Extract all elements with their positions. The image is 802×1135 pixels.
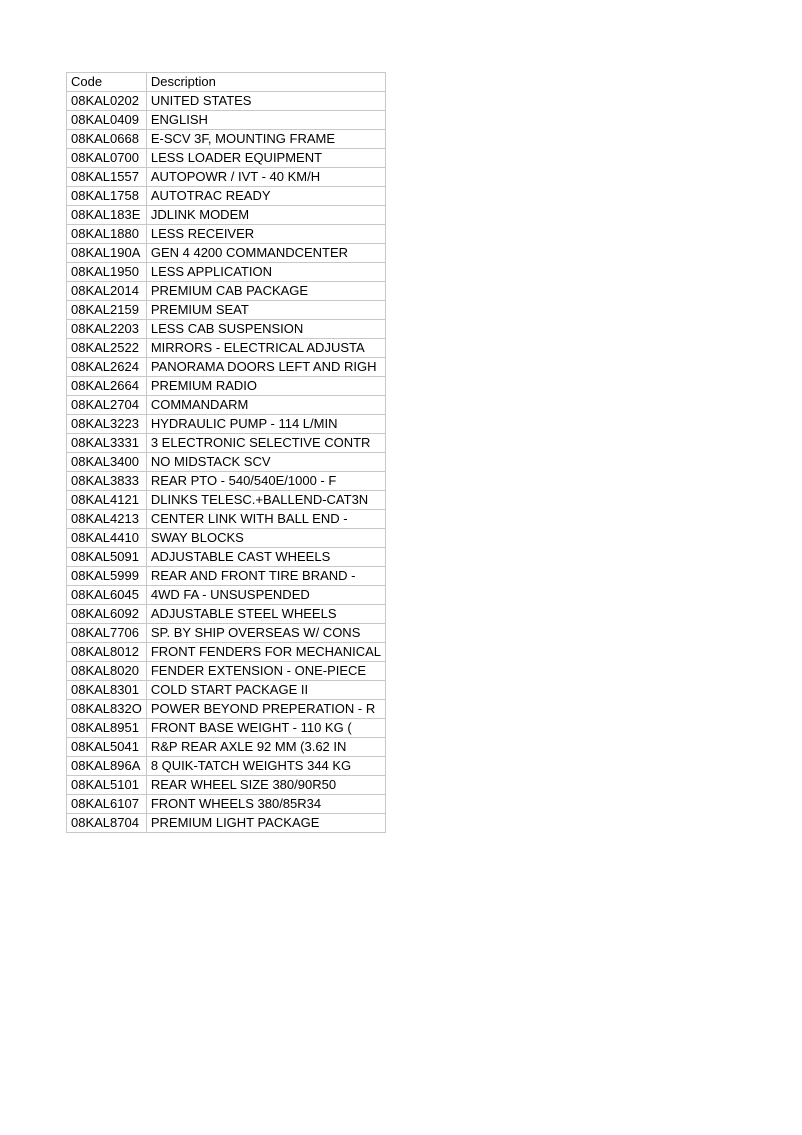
table-row	[67, 662, 386, 681]
description-cell: AUTOTRAC READY	[146, 187, 385, 206]
table-body	[67, 92, 386, 833]
description-cell: MIRRORS - ELECTRICAL ADJUSTA	[146, 339, 385, 358]
code-cell: 08KAL1880	[67, 225, 147, 244]
description-cell: FRONT WHEELS 380/85R34	[146, 795, 385, 814]
description-cell: 4WD FA - UNSUSPENDED	[146, 586, 385, 605]
table-row	[67, 358, 386, 377]
code-cell: 08KAL3223	[67, 415, 147, 434]
code-cell: 08KAL4213	[67, 510, 147, 529]
code-cell: 08KAL183E	[67, 206, 147, 225]
table-row	[67, 681, 386, 700]
code-cell: 08KAL2159	[67, 301, 147, 320]
table-row	[67, 776, 386, 795]
description-cell: REAR PTO - 540/540E/1000 - F	[146, 472, 385, 491]
description-cell: PREMIUM LIGHT PACKAGE	[146, 814, 385, 833]
code-cell: 08KAL8301	[67, 681, 147, 700]
code-cell: 08KAL1758	[67, 187, 147, 206]
table-row	[67, 282, 386, 301]
code-cell: 08KAL0700	[67, 149, 147, 168]
table-row	[67, 130, 386, 149]
code-cell: 08KAL2014	[67, 282, 147, 301]
table-row	[67, 396, 386, 415]
table-row	[67, 491, 386, 510]
code-cell: 08KAL0202	[67, 92, 147, 111]
code-cell: 08KAL5999	[67, 567, 147, 586]
table-row	[67, 320, 386, 339]
table-row	[67, 434, 386, 453]
table-row	[67, 92, 386, 111]
description-cell: COMMANDARM	[146, 396, 385, 415]
code-cell: 08KAL3833	[67, 472, 147, 491]
code-cell: 08KAL832O	[67, 700, 147, 719]
table-row	[67, 149, 386, 168]
description-cell: LESS RECEIVER	[146, 225, 385, 244]
description-cell: AUTOPOWR / IVT - 40 KM/H	[146, 168, 385, 187]
code-cell: 08KAL6045	[67, 586, 147, 605]
table-row	[67, 643, 386, 662]
table-row	[67, 510, 386, 529]
code-cell: 08KAL6107	[67, 795, 147, 814]
table-row	[67, 529, 386, 548]
code-cell: 08KAL8012	[67, 643, 147, 662]
description-cell: COLD START PACKAGE II	[146, 681, 385, 700]
code-cell: 08KAL2704	[67, 396, 147, 415]
code-description-table	[66, 72, 386, 833]
table-row	[67, 719, 386, 738]
table-row	[67, 206, 386, 225]
table-row	[67, 814, 386, 833]
description-cell: CENTER LINK WITH BALL END -	[146, 510, 385, 529]
description-cell: PREMIUM RADIO	[146, 377, 385, 396]
table-row	[67, 415, 386, 434]
description-cell: ADJUSTABLE CAST WHEELS	[146, 548, 385, 567]
description-cell: LESS LOADER EQUIPMENT	[146, 149, 385, 168]
description-cell: SWAY BLOCKS	[146, 529, 385, 548]
code-cell: 08KAL8951	[67, 719, 147, 738]
column-header-description: Description	[146, 73, 385, 92]
table-row	[67, 624, 386, 643]
description-cell: PANORAMA DOORS LEFT AND RIGH	[146, 358, 385, 377]
description-cell: PREMIUM SEAT	[146, 301, 385, 320]
description-cell: POWER BEYOND PREPERATION - R	[146, 700, 385, 719]
description-cell: REAR WHEEL SIZE 380/90R50	[146, 776, 385, 795]
code-cell: 08KAL0668	[67, 130, 147, 149]
table-row	[67, 168, 386, 187]
description-cell: ENGLISH	[146, 111, 385, 130]
table-header-row	[67, 73, 386, 92]
code-cell: 08KAL0409	[67, 111, 147, 130]
table-row	[67, 700, 386, 719]
description-cell: UNITED STATES	[146, 92, 385, 111]
description-cell: REAR AND FRONT TIRE BRAND -	[146, 567, 385, 586]
table-row	[67, 187, 386, 206]
code-cell: 08KAL2203	[67, 320, 147, 339]
code-cell: 08KAL5101	[67, 776, 147, 795]
table-row	[67, 567, 386, 586]
description-cell: GEN 4 4200 COMMANDCENTER	[146, 244, 385, 263]
description-cell: LESS CAB SUSPENSION	[146, 320, 385, 339]
table-row	[67, 795, 386, 814]
table-row	[67, 111, 386, 130]
table-row	[67, 339, 386, 358]
table-row	[67, 244, 386, 263]
table-row	[67, 738, 386, 757]
code-cell: 08KAL6092	[67, 605, 147, 624]
description-cell: ADJUSTABLE STEEL WHEELS	[146, 605, 385, 624]
table-row	[67, 263, 386, 282]
description-cell: 8 QUIK-TATCH WEIGHTS 344 KG	[146, 757, 385, 776]
table-row	[67, 225, 386, 244]
code-cell: 08KAL8704	[67, 814, 147, 833]
code-cell: 08KAL4121	[67, 491, 147, 510]
table-row	[67, 605, 386, 624]
table-row	[67, 586, 386, 605]
description-cell: R&P REAR AXLE 92 MM (3.62 IN	[146, 738, 385, 757]
code-cell: 08KAL1950	[67, 263, 147, 282]
code-cell: 08KAL8020	[67, 662, 147, 681]
description-cell: 3 ELECTRONIC SELECTIVE CONTR	[146, 434, 385, 453]
description-cell: FRONT FENDERS FOR MECHANICAL	[146, 643, 385, 662]
description-cell: PREMIUM CAB PACKAGE	[146, 282, 385, 301]
table-row	[67, 377, 386, 396]
table-row	[67, 301, 386, 320]
code-cell: 08KAL4410	[67, 529, 147, 548]
code-cell: 08KAL896A	[67, 757, 147, 776]
code-cell: 08KAL5041	[67, 738, 147, 757]
table-row	[67, 548, 386, 567]
description-cell: HYDRAULIC PUMP - 114 L/MIN	[146, 415, 385, 434]
column-header-code: Code	[67, 73, 147, 92]
description-cell: SP. BY SHIP OVERSEAS W/ CONS	[146, 624, 385, 643]
code-cell: 08KAL2624	[67, 358, 147, 377]
description-cell: FENDER EXTENSION - ONE-PIECE	[146, 662, 385, 681]
code-cell: 08KAL3400	[67, 453, 147, 472]
code-cell: 08KAL2664	[67, 377, 147, 396]
description-cell: DLINKS TELESC.+BALLEND-CAT3N	[146, 491, 385, 510]
description-cell: FRONT BASE WEIGHT - 110 KG (	[146, 719, 385, 738]
code-cell: 08KAL1557	[67, 168, 147, 187]
description-cell: E-SCV 3F, MOUNTING FRAME	[146, 130, 385, 149]
code-cell: 08KAL5091	[67, 548, 147, 567]
table-row	[67, 757, 386, 776]
description-cell: LESS APPLICATION	[146, 263, 385, 282]
table-row	[67, 472, 386, 491]
code-cell: 08KAL3331	[67, 434, 147, 453]
description-cell: JDLINK MODEM	[146, 206, 385, 225]
table-row	[67, 453, 386, 472]
description-cell: NO MIDSTACK SCV	[146, 453, 385, 472]
code-cell: 08KAL190A	[67, 244, 147, 263]
code-cell: 08KAL2522	[67, 339, 147, 358]
code-cell: 08KAL7706	[67, 624, 147, 643]
